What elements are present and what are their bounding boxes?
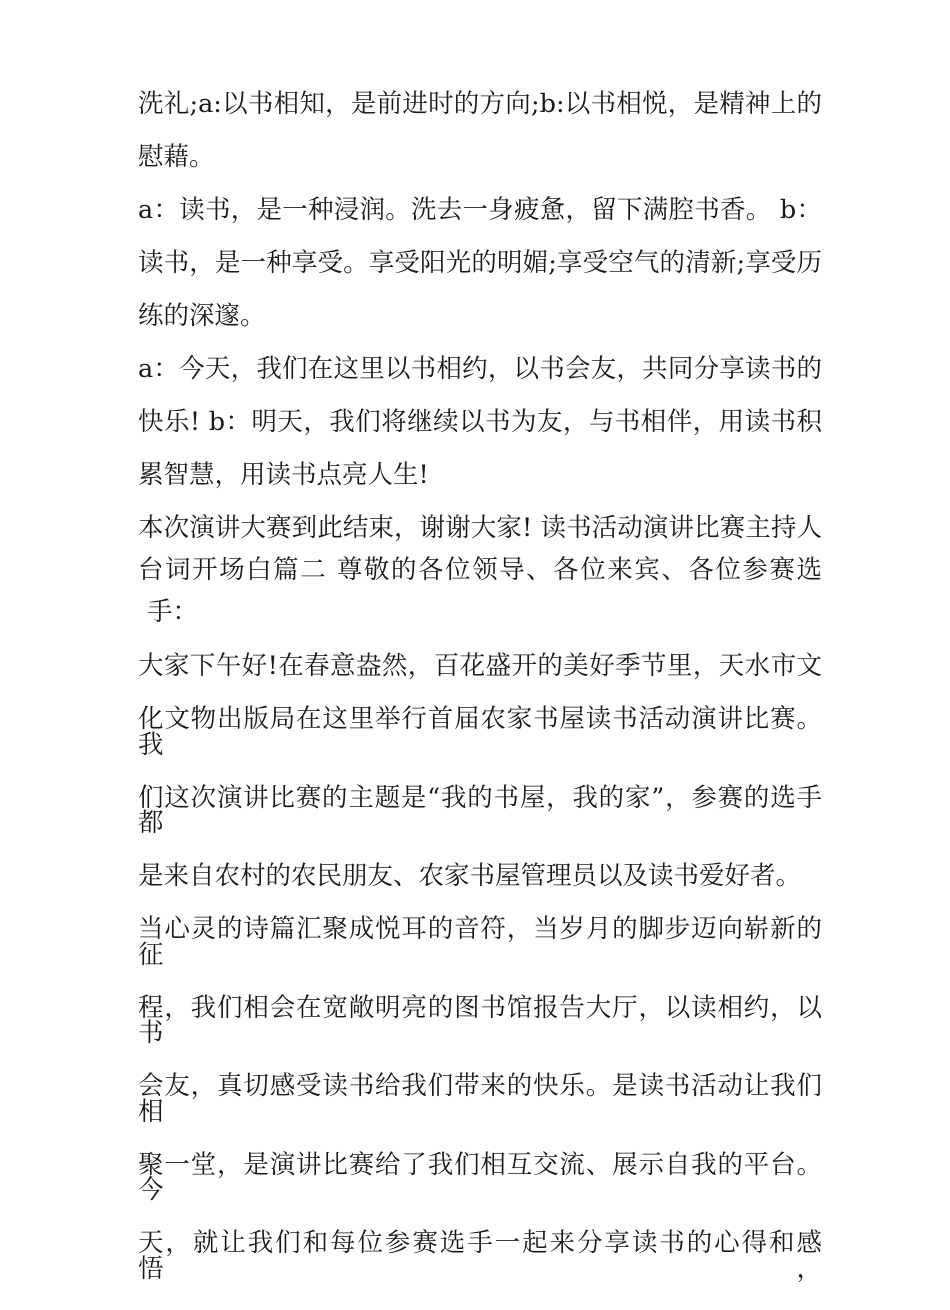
text-line: 化文物出版局在这里举行首届农家书屋读书活动演讲比赛。我: [138, 704, 822, 760]
text-line: 本次演讲大赛到此结束，谢谢大家! 读书活动演讲比赛主持人: [138, 513, 822, 543]
text-line: 台词开场白篇二 尊敬的各位领导、各位来宾、各位参赛选: [138, 555, 822, 585]
document-text-body: [138, 89, 822, 1310]
text-line: a：今天，我们在这里以书相约，以书会友，共同分享读书的: [138, 354, 822, 384]
text-line: 会友，真切感受读书给我们带来的快乐。是读书活动让我们相: [138, 1071, 822, 1127]
text-line: 累智慧，用读书点亮人生!: [138, 460, 429, 490]
text-line: 快乐! b：明天，我们将继续以书为友，与书相伴，用读书积: [138, 407, 822, 437]
text-line: 聚一堂，是演讲比赛给了我们相互交流、展示自我的平台。今: [138, 1149, 822, 1205]
text-line: 手：: [147, 597, 199, 627]
text-line: 洗礼;a:以书相知，是前进时的方向;b:以书相悦，是精神上的: [138, 89, 822, 119]
text-line: 慰藉。: [138, 142, 215, 172]
text-line: 们这次演讲比赛的主题是“我的书屋，我的家”，参赛的选手都: [138, 782, 822, 838]
text-line: 当心灵的诗篇汇聚成悦耳的音符，当岁月的脚步迈向崭新的征: [138, 914, 822, 970]
text-line: 天，就让我们和每位参赛选手一起来分享读书的心得和感悟，: [138, 1228, 822, 1284]
text-line: 读书，是一种享受。享受阳光的明媚;享受空气的清新;享受历: [138, 248, 822, 278]
text-line: 程，我们相会在宽敞明亮的图书馆报告大厅，以读相约，以书: [138, 992, 822, 1048]
text-line: 练的深邃。: [138, 301, 266, 331]
text-line: 是来自农村的农民朋友、农家书屋管理员以及读书爱好者。: [138, 861, 802, 891]
text-line: a：读书，是一种浸润。洗去一身疲惫，留下满腔书香。 b：: [138, 195, 822, 225]
text-line: 大家下午好!在春意盎然，百花盛开的美好季节里，天水市文: [138, 651, 822, 681]
